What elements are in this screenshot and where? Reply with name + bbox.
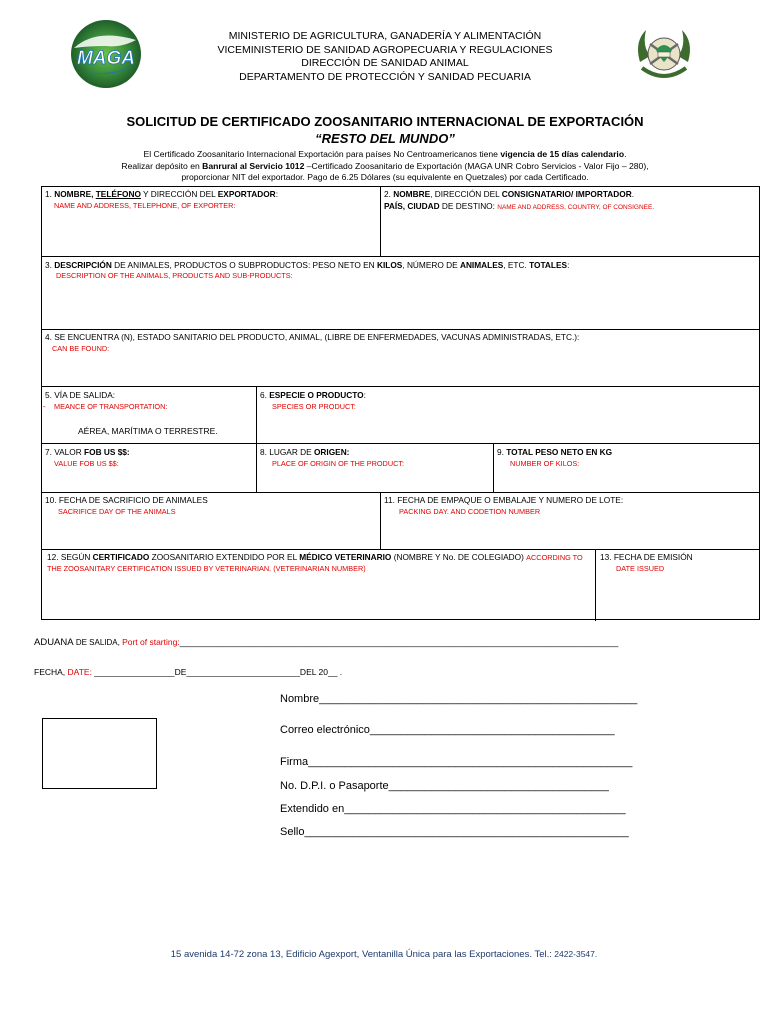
field-4-health-status-label: 4. SE ENCUENTRA (N), ESTADO SANITARIO DEL PRODUCTO, ANIMAL, (LIBRE DE ENFERMEDADES, VACUNAS ADMINISTRADAS, ETC.): bbox=[45, 332, 580, 342]
field-11-packing-date-label: 11. FECHA DE EMPAQUE O EMBALAJE Y NUMERO DE LOTE: bbox=[384, 495, 624, 505]
exporter-input-area[interactable] bbox=[43, 211, 379, 255]
field-12-veterinarian-label: 12. SEGÚN CERTIFICADO ZOOSANITARIO EXTENDIDO POR EL MÉDICO VETERINARIO (NOMBRE Y No. DE COLEGIADO) ACCORDING TO bbox=[47, 552, 583, 562]
field-6-species-label: 6. ESPECIE O PRODUCTO: bbox=[260, 390, 366, 400]
slaughter-date-input-area[interactable] bbox=[43, 518, 379, 548]
field-12-veterinarian-translation: THE ZOOSANITARY CERTIFICATION ISSUED BY VETERINARIAN. (VETERINARIAN NUMBER) bbox=[47, 564, 366, 573]
directorate-name: DIRECCIÓN DE SANIDAD ANIMAL bbox=[301, 57, 469, 69]
field-7-fob-value-label: 7. VALOR FOB US $$: bbox=[45, 447, 130, 457]
veterinarian-input-area[interactable] bbox=[43, 575, 594, 619]
field-2-destination-label: PAÍS, CIUDAD DE DESTINO: NAME AND ADDRESS, COUNTRY, OF CONSIGNEE. bbox=[384, 201, 655, 211]
date-line[interactable]: FECHA, DATE: _________________DE________________________DEL 20__ . bbox=[34, 667, 343, 677]
field-5-dash: - bbox=[43, 402, 46, 411]
field-11-packing-date-translation: PACKING DAY. AND CODETION NUMBER bbox=[399, 507, 541, 516]
packing-date-input-area[interactable] bbox=[382, 518, 758, 548]
issued-in-field[interactable]: Extendido en______________________________________________ bbox=[280, 803, 626, 815]
footer-address: 15 avenida 14-72 zona 13, Edificio Agexport, Ventanilla Única para las Exportaciones. Tel.: 2422-3547. bbox=[170, 949, 598, 960]
consignee-input-area[interactable] bbox=[382, 213, 758, 255]
net-weight-input-area[interactable] bbox=[495, 470, 758, 491]
fob-value-input-area[interactable] bbox=[43, 470, 255, 491]
port-of-exit-line[interactable]: ADUANA DE SALIDA, Port of starting:___________________________________________________________________________________ bbox=[34, 637, 619, 648]
field-8-origin-label: 8. LUGAR DE ORIGEN: bbox=[260, 447, 350, 457]
field-2-consignee-label: 2. NOMBRE, DIRECCIÓN DEL CONSIGNATARIO/ IMPORTADOR. bbox=[384, 189, 635, 199]
coat-of-arms-emblem bbox=[632, 22, 696, 86]
field-13-issue-date-label: 13. FECHA DE EMISIÓN bbox=[600, 552, 693, 562]
form-subtitle: “RESTO DEL MUNDO” bbox=[315, 131, 455, 146]
issue-date-input-area[interactable] bbox=[597, 575, 758, 619]
field-6-species-translation: SPECIES OR PRODUCT: bbox=[272, 402, 356, 411]
stamp-box[interactable] bbox=[42, 718, 157, 789]
department-name: DEPARTAMENTO DE PROTECCIÓN Y SANIDAD PECUARIA bbox=[239, 70, 531, 83]
form-title: SOLICITUD DE CERTIFICADO ZOOSANITARIO INTERNACIONAL DE EXPORTACIÓN bbox=[126, 114, 644, 129]
description-input-area[interactable] bbox=[43, 282, 759, 328]
field-10-slaughter-date-label: 10. FECHA DE SACRIFICIO DE ANIMALES bbox=[45, 495, 208, 505]
field-10-slaughter-date-translation: SACRIFICE DAY OF THE ANIMALS bbox=[58, 507, 176, 516]
instructions-line-1: El Certificado Zoosanitario Internacional Exportación para países No Centroamericanos tiene vigencia de 15 días calendario. bbox=[143, 149, 627, 159]
field-5-exit-route-label: 5. VÍA DE SALIDA: bbox=[45, 390, 116, 400]
field-9-net-weight-translation: NUMBER OF KILOS: bbox=[510, 459, 580, 468]
field-5-transport-options[interactable]: AÉREA, MARÍTIMA O TERRESTRE. bbox=[78, 426, 218, 436]
id-passport-field[interactable]: No. D.P.I. o Pasaporte____________________________________ bbox=[280, 780, 609, 792]
origin-input-area[interactable] bbox=[258, 470, 492, 491]
field-1-exporter-label: 1. NOMBRE, TELÉFONO Y DIRECCIÓN DEL EXPORTADOR: bbox=[45, 189, 278, 199]
field-7-fob-value-translation: VALUE FOB US $$: bbox=[54, 459, 119, 468]
field-4-health-status-translation: CAN BE FOUND: bbox=[52, 344, 110, 353]
field-8-origin-translation: PLACE OF ORIGIN OF THE PRODUCT: bbox=[272, 459, 405, 468]
maga-logo bbox=[66, 18, 144, 90]
field-9-net-weight-label: 9. TOTAL PESO NETO EN KG bbox=[497, 447, 613, 457]
signature-field[interactable]: Firma_____________________________________________________ bbox=[280, 756, 633, 768]
field-5-exit-route-translation: MEANCE OF TRANSPORTATION: bbox=[54, 402, 168, 411]
vice-ministry-name: VICEMINISTERIO DE SANIDAD AGROPECUARIA Y REGULACIONES bbox=[217, 43, 553, 56]
seal-field[interactable]: Sello_____________________________________________________ bbox=[280, 826, 629, 838]
instructions bbox=[40, 149, 730, 184]
institution-header bbox=[160, 30, 610, 84]
name-field[interactable]: Nombre____________________________________________________ bbox=[280, 693, 638, 705]
field-3-description-translation: DESCRIPTION OF THE ANIMALS, PRODUCTS AND SUB-PRODUCTS: bbox=[56, 271, 293, 280]
ministry-name: MINISTERIO DE AGRICULTURA, GANADERÍA Y ALIMENTACIÓN bbox=[228, 30, 542, 42]
email-field[interactable]: Correo electrónico________________________________________ bbox=[280, 724, 615, 736]
field-13-issue-date-translation: DATE ISSUED bbox=[616, 564, 665, 573]
instructions-line-2: Realizar depósito en Banrural al Servicio 1012 –Certificado Zoosanitario de Exportación (MAGA UNR Cobro Servicios - Valor Fijo – 280), bbox=[121, 160, 649, 171]
svg-text:MAGA: MAGA bbox=[76, 48, 136, 69]
application-form-grid bbox=[41, 186, 760, 620]
instructions-line-3: proporcionar NIT del exportador. Pago de 6.25 Dólares (su equivalente en Quetzales) por cada Certificado. bbox=[181, 172, 589, 182]
field-3-description-label: 3. DESCRIPCIÓN DE ANIMALES, PRODUCTOS O SUBPRODUCTOS: PESO NETO EN KILOS, NÚMERO DE ANIMALES, ETC. TOTALES: bbox=[45, 260, 570, 270]
field-1-exporter-translation: NAME AND ADDRESS, TELEPHONE, OF EXPORTER: bbox=[54, 201, 236, 210]
species-input-area[interactable] bbox=[258, 413, 758, 442]
health-status-input-area[interactable] bbox=[43, 355, 759, 385]
